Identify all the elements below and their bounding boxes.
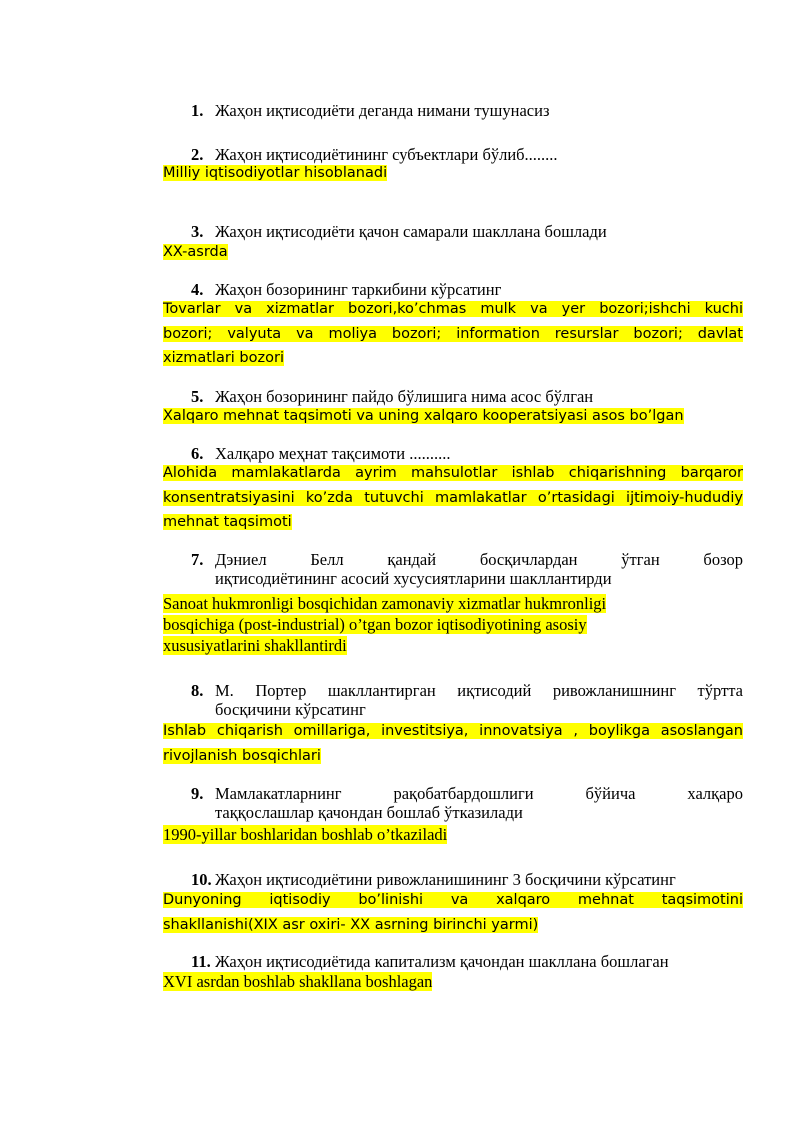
answer-line bbox=[163, 240, 743, 265]
answer-line bbox=[163, 461, 743, 486]
highlighted-text: Dunyoning iqtisodiy bo’linishi va xalqaro mehnat taqsimotini bbox=[163, 892, 743, 908]
answer-line bbox=[163, 719, 743, 744]
answer-line bbox=[163, 346, 743, 371]
highlighted-text: bozori; valyuta va moliya bozori; information resurslar bozori; davlat bbox=[163, 325, 743, 342]
answer-line bbox=[163, 888, 743, 913]
question-number: 5. bbox=[191, 387, 204, 406]
question-number: 9. bbox=[191, 784, 204, 803]
answer-line bbox=[163, 744, 743, 769]
question-text: Жаҳон иқтисодиёти деганда нимани тушунасиз bbox=[215, 101, 550, 120]
highlighted-text: Milliy iqtisodiyotlar hisoblanadi bbox=[163, 165, 388, 181]
answer-line bbox=[163, 971, 743, 992]
question-text: Жаҳон бозорининг пайдо бўлишига нима асос бўлган bbox=[215, 387, 594, 406]
highlighted-text: Ishlab chiqarish omillariga, investitsiya, innovatsiya , boylikga asoslangan bbox=[163, 723, 743, 739]
answer-3 bbox=[163, 240, 743, 265]
highlighted-text: konsentratsiyasini ko’zda tutuvchi mamlakatlar o’rtasidagi ijtimoiy-hududiy bbox=[163, 489, 743, 506]
answer-5 bbox=[163, 404, 743, 429]
answer-8 bbox=[163, 719, 743, 768]
question-number: 7. bbox=[191, 550, 204, 569]
answer-line bbox=[163, 913, 743, 938]
answer-line bbox=[163, 593, 743, 614]
answer-11 bbox=[163, 971, 743, 992]
answer-line bbox=[163, 322, 743, 347]
question-7 bbox=[191, 550, 743, 588]
question-text-line2: босқичини кўрсатинг bbox=[215, 700, 366, 719]
question-number: 1. bbox=[191, 101, 204, 120]
highlighted-text: mehnat taqsimoti bbox=[163, 514, 292, 530]
highlighted-text: Sanoat hukmronligi bosqichidan zamonaviy xizmatlar hukmronligi bbox=[163, 594, 607, 613]
answer-10 bbox=[163, 888, 743, 937]
question-number: 2. bbox=[191, 145, 204, 164]
question-text-line1: Дэниел Белл қандай босқичлардан ўтган бозор bbox=[215, 550, 743, 569]
answer-line bbox=[163, 297, 743, 322]
question-number: 3. bbox=[191, 222, 204, 241]
answer-line bbox=[163, 510, 743, 535]
question-1 bbox=[191, 101, 743, 120]
answer-line bbox=[163, 486, 743, 511]
question-text: Жаҳон иқтисодиётини ривожланишининг 3 босқичини кўрсатинг bbox=[215, 870, 676, 889]
question-text: Жаҳон иқтисодиёти қачон самарали шакллана бошлади bbox=[215, 222, 607, 241]
answer-7 bbox=[163, 593, 743, 656]
question-text: Жаҳон иқтисодиётининг субъектлари бўлиб........ bbox=[215, 145, 558, 164]
answer-line bbox=[163, 635, 743, 656]
highlighted-text: rivojlanish bosqichlari bbox=[163, 747, 321, 764]
question-number: 6. bbox=[191, 444, 204, 463]
highlighted-text: shakllanishi(XIX asr oxiri- XX asrning birinchi yarmi) bbox=[163, 916, 539, 933]
question-number: 8. bbox=[191, 681, 204, 700]
answer-line bbox=[163, 404, 743, 429]
question-number: 10. bbox=[191, 870, 212, 889]
answer-line bbox=[163, 614, 743, 635]
answer-line bbox=[163, 824, 743, 845]
question-text-line1: М. Портер шакллантирган иқтисодий ривожланишнинг тўртта bbox=[215, 681, 743, 700]
question-text-line2: иқтисодиётининг асосий хусусиятларини шакллантирди bbox=[215, 569, 612, 588]
question-number: 11. bbox=[191, 952, 211, 971]
highlighted-text: Xalqaro mehnat taqsimoti va uning xalqaro kooperatsiyasi asos bo’lgan bbox=[163, 408, 684, 424]
highlighted-text: XVI asrdan boshlab shakllana boshlagan bbox=[163, 972, 433, 991]
question-text: Халқаро меҳнат тақсимоти .......... bbox=[215, 444, 451, 463]
answer-2 bbox=[163, 161, 743, 186]
highlighted-text: Alohida mamlakatlarda ayrim mahsulotlar ishlab chiqarishning barqaror bbox=[163, 465, 743, 481]
question-9 bbox=[191, 784, 743, 822]
question-3 bbox=[191, 222, 743, 241]
answer-line bbox=[163, 161, 743, 186]
question-text-line1: Мамлакатларнинг рақобатбардошлиги бўйича халқаро bbox=[215, 784, 743, 803]
question-11 bbox=[191, 952, 743, 971]
question-8 bbox=[191, 681, 743, 719]
highlighted-text: bosqichiga (post-industrial) o’tgan bozor iqtisodiyotining asosiy bbox=[163, 615, 587, 634]
highlighted-text: Tovarlar va xizmatlar bozori,ko’chmas mulk va yer bozori;ishchi kuchi bbox=[163, 301, 743, 317]
highlighted-text: 1990-yillar boshlaridan boshlab o’tkaziladi bbox=[163, 825, 448, 844]
question-text: Жаҳон иқтисодиётида капитализм қачондан шакллана бошлаган bbox=[215, 952, 669, 971]
question-text-line2: таққослашлар қачондан бошлаб ўтказилади bbox=[215, 803, 523, 822]
answer-4 bbox=[163, 297, 743, 371]
question-10 bbox=[191, 870, 743, 889]
highlighted-text: xususiyatlarini shakllantirdi bbox=[163, 636, 347, 655]
question-number: 4. bbox=[191, 280, 204, 299]
question-text: Жаҳон бозорининг таркибини кўрсатинг bbox=[215, 280, 502, 299]
highlighted-text: XX-asrda bbox=[163, 244, 228, 260]
answer-9 bbox=[163, 824, 743, 845]
highlighted-text: xizmatlari bozori bbox=[163, 350, 284, 366]
answer-6 bbox=[163, 461, 743, 535]
